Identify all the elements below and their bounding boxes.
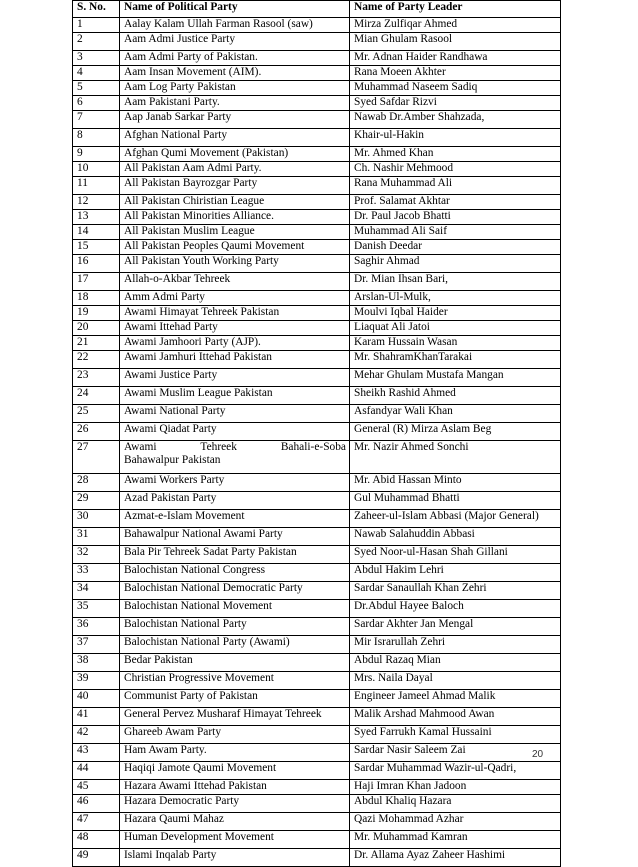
party-leader-cell: Khair-ul-Hakin bbox=[350, 129, 561, 147]
party-name-cell: Awami Qiadat Party bbox=[120, 423, 350, 441]
serial-number-cell: 35 bbox=[73, 600, 120, 618]
party-leader-cell: Abdul Khaliq Hazara bbox=[350, 795, 561, 813]
party-leader-cell: Rana Muhammad Ali bbox=[350, 177, 561, 195]
serial-number-cell: 14 bbox=[73, 225, 120, 240]
serial-number-cell: 12 bbox=[73, 195, 120, 210]
serial-number-cell: 21 bbox=[73, 336, 120, 351]
party-name-cell: All Pakistan Aam Admi Party. bbox=[120, 162, 350, 177]
serial-number-cell: 30 bbox=[73, 510, 120, 528]
party-name-cell: Haqiqi Jamote Qaumi Movement bbox=[120, 762, 350, 780]
serial-number-cell: 42 bbox=[73, 726, 120, 744]
table-row bbox=[73, 849, 561, 867]
serial-number-cell: 43 bbox=[73, 744, 120, 762]
table-row bbox=[73, 831, 561, 849]
serial-number-cell: 28 bbox=[73, 474, 120, 492]
party-name-cell: Hazara Democratic Party bbox=[120, 795, 350, 813]
party-leader-cell: Mehar Ghulam Mustafa Mangan bbox=[350, 369, 561, 387]
serial-number-cell: 15 bbox=[73, 240, 120, 255]
table-row bbox=[73, 582, 561, 600]
party-name-word: Awami bbox=[124, 441, 157, 453]
party-name-cell: Azmat-e-Islam Movement bbox=[120, 510, 350, 528]
serial-number-cell: 29 bbox=[73, 492, 120, 510]
party-leader-cell: Mr. Adnan Haider Randhawa bbox=[350, 51, 561, 66]
serial-number-cell: 36 bbox=[73, 618, 120, 636]
party-name-cell bbox=[120, 441, 350, 474]
party-name-cell: Aam Log Party Pakistan bbox=[120, 81, 350, 96]
table-row bbox=[73, 441, 561, 474]
party-leader-cell: Prof. Salamat Akhtar bbox=[350, 195, 561, 210]
party-leader-cell: Muhammad Naseem Sadiq bbox=[350, 81, 561, 96]
table-row bbox=[73, 762, 561, 780]
table-row bbox=[73, 618, 561, 636]
table-row bbox=[73, 492, 561, 510]
party-leader-cell: Arslan-Ul-Mulk, bbox=[350, 291, 561, 306]
serial-number-cell: 11 bbox=[73, 177, 120, 195]
header-party-leader: Name of Party Leader bbox=[350, 1, 561, 18]
table-body bbox=[73, 18, 561, 867]
serial-number-cell: 18 bbox=[73, 291, 120, 306]
party-name-cell: Hazara Awami Ittehad Pakistan bbox=[120, 780, 350, 795]
party-leader-cell: Malik Arshad Mahmood Awan bbox=[350, 708, 561, 726]
party-leader-cell: Syed Farrukh Kamal Hussaini bbox=[350, 726, 561, 744]
serial-number-cell: 34 bbox=[73, 582, 120, 600]
serial-number-cell: 16 bbox=[73, 255, 120, 273]
party-name-cell: Aam Admi Justice Party bbox=[120, 33, 350, 51]
table-row bbox=[73, 795, 561, 813]
table-row bbox=[73, 96, 561, 111]
party-leader-cell: Sardar Akhter Jan Mengal bbox=[350, 618, 561, 636]
table-row bbox=[73, 654, 561, 672]
party-leader-cell: Sheikh Rashid Ahmed bbox=[350, 387, 561, 405]
serial-number-cell: 31 bbox=[73, 528, 120, 546]
table-row bbox=[73, 600, 561, 618]
party-name-cell: Balochistan National Party bbox=[120, 618, 350, 636]
table-row bbox=[73, 564, 561, 582]
political-parties-table bbox=[72, 0, 561, 867]
table-row bbox=[73, 369, 561, 387]
party-name-cell: Hazara Qaumi Mahaz bbox=[120, 813, 350, 831]
party-leader-cell: Asfandyar Wali Khan bbox=[350, 405, 561, 423]
party-name-cell: Allah-o-Akbar Tehreek bbox=[120, 273, 350, 291]
party-name-cell: Balochistan National Party (Awami) bbox=[120, 636, 350, 654]
party-name-cell: Islami Inqalab Party bbox=[120, 849, 350, 867]
table-row bbox=[73, 162, 561, 177]
party-leader-cell: General (R) Mirza Aslam Beg bbox=[350, 423, 561, 441]
table-row bbox=[73, 195, 561, 210]
table-row bbox=[73, 18, 561, 33]
table-row bbox=[73, 780, 561, 795]
table-row bbox=[73, 111, 561, 129]
party-name-cell: All Pakistan Youth Working Party bbox=[120, 255, 350, 273]
serial-number-cell: 1 bbox=[73, 18, 120, 33]
party-name-cell: Aam Insan Movement (AIM). bbox=[120, 66, 350, 81]
party-leader-cell: Liaquat Ali Jatoi bbox=[350, 321, 561, 336]
serial-number-cell: 48 bbox=[73, 831, 120, 849]
party-name-cell: Bahawalpur National Awami Party bbox=[120, 528, 350, 546]
serial-number-cell: 26 bbox=[73, 423, 120, 441]
table-row bbox=[73, 147, 561, 162]
serial-number-cell: 13 bbox=[73, 210, 120, 225]
serial-number-cell: 17 bbox=[73, 273, 120, 291]
serial-number-cell: 9 bbox=[73, 147, 120, 162]
table-row bbox=[73, 291, 561, 306]
table-row bbox=[73, 129, 561, 147]
party-name-cell: All Pakistan Muslim League bbox=[120, 225, 350, 240]
party-name-cell: Aam Admi Party of Pakistan. bbox=[120, 51, 350, 66]
party-leader-cell: Mr. Abid Hassan Minto bbox=[350, 474, 561, 492]
party-leader-cell: Qazi Mohammad Azhar bbox=[350, 813, 561, 831]
table-header bbox=[73, 1, 561, 18]
party-leader-cell: Sardar Sanaullah Khan Zehri bbox=[350, 582, 561, 600]
party-name-cell: All Pakistan Chiristian League bbox=[120, 195, 350, 210]
table-row bbox=[73, 177, 561, 195]
table-row bbox=[73, 81, 561, 96]
table-row bbox=[73, 321, 561, 336]
party-leader-cell: Ch. Nashir Mehmood bbox=[350, 162, 561, 177]
party-leader-cell: Muhammad Ali Saif bbox=[350, 225, 561, 240]
party-name-word: Bahali-e-Soba bbox=[280, 441, 346, 453]
table-row bbox=[73, 66, 561, 81]
party-name-cell: Azad Pakistan Party bbox=[120, 492, 350, 510]
party-name-cell: Afghan Qumi Movement (Pakistan) bbox=[120, 147, 350, 162]
party-leader-cell: Moulvi Iqbal Haider bbox=[350, 306, 561, 321]
serial-number-cell: 7 bbox=[73, 111, 120, 129]
table-row bbox=[73, 225, 561, 240]
party-leader-cell: Syed Noor-ul-Hasan Shah Gillani bbox=[350, 546, 561, 564]
table-row bbox=[73, 690, 561, 708]
party-leader-cell: Dr. Allama Ayaz Zaheer Hashimi bbox=[350, 849, 561, 867]
serial-number-cell: 27 bbox=[73, 441, 120, 474]
party-leader-cell: Nawab Salahuddin Abbasi bbox=[350, 528, 561, 546]
serial-number-cell: 22 bbox=[73, 351, 120, 369]
party-leader-cell: Rana Moeen Akhter bbox=[350, 66, 561, 81]
table-row bbox=[73, 273, 561, 291]
party-name-cell: Awami Ittehad Party bbox=[120, 321, 350, 336]
table-row bbox=[73, 255, 561, 273]
party-name-cell: Balochistan National Congress bbox=[120, 564, 350, 582]
serial-number-cell: 47 bbox=[73, 813, 120, 831]
serial-number-cell: 10 bbox=[73, 162, 120, 177]
table-row bbox=[73, 351, 561, 369]
table-row bbox=[73, 708, 561, 726]
table-row bbox=[73, 474, 561, 492]
serial-number-cell: 3 bbox=[73, 51, 120, 66]
party-name-cell: Awami Justice Party bbox=[120, 369, 350, 387]
party-name-cell: Balochistan National Democratic Party bbox=[120, 582, 350, 600]
header-serial-number: S. No. bbox=[73, 1, 120, 18]
serial-number-cell: 20 bbox=[73, 321, 120, 336]
party-name-cell: All Pakistan Bayrozgar Party bbox=[120, 177, 350, 195]
party-name-cell: Aap Janab Sarkar Party bbox=[120, 111, 350, 129]
serial-number-cell: 33 bbox=[73, 564, 120, 582]
party-leader-cell: Mr. ShahramKhanTarakai bbox=[350, 351, 561, 369]
party-name-cell: Communist Party of Pakistan bbox=[120, 690, 350, 708]
party-leader-cell: Sardar Muhammad Wazir-ul-Qadri, bbox=[350, 762, 561, 780]
party-leader-cell: Abdul Razaq Mian bbox=[350, 654, 561, 672]
party-name-cell: Christian Progressive Movement bbox=[120, 672, 350, 690]
table-row bbox=[73, 423, 561, 441]
party-leader-cell: Mr. Muhammad Kamran bbox=[350, 831, 561, 849]
serial-number-cell: 19 bbox=[73, 306, 120, 321]
header-party-name: Name of Political Party bbox=[120, 1, 350, 18]
party-leader-cell: Engineer Jameel Ahmad Malik bbox=[350, 690, 561, 708]
serial-number-cell: 46 bbox=[73, 795, 120, 813]
party-leader-cell: Saghir Ahmad bbox=[350, 255, 561, 273]
party-name-cell: Awami Jamhuri Ittehad Pakistan bbox=[120, 351, 350, 369]
party-leader-cell: Danish Deedar bbox=[350, 240, 561, 255]
serial-number-cell: 8 bbox=[73, 129, 120, 147]
party-leader-cell: Mir Israrullah Zehri bbox=[350, 636, 561, 654]
party-name-cell: All Pakistan Minorities Alliance. bbox=[120, 210, 350, 225]
party-leader-cell: Sardar Nasir Saleem Zai bbox=[350, 744, 561, 762]
serial-number-cell: 6 bbox=[73, 96, 120, 111]
party-leader-cell: Abdul Hakim Lehri bbox=[350, 564, 561, 582]
party-name-cell: Awami Workers Party bbox=[120, 474, 350, 492]
party-leader-cell: Syed Safdar Rizvi bbox=[350, 96, 561, 111]
party-name-cell: Balochistan National Movement bbox=[120, 600, 350, 618]
party-name-line-2: Bahawalpur Pakistan bbox=[124, 454, 221, 466]
table-row bbox=[73, 726, 561, 744]
party-leader-cell: Karam Hussain Wasan bbox=[350, 336, 561, 351]
table-row bbox=[73, 33, 561, 51]
serial-number-cell: 32 bbox=[73, 546, 120, 564]
party-name-line-1 bbox=[124, 441, 346, 454]
party-name-cell: Awami Jamhoori Party (AJP). bbox=[120, 336, 350, 351]
party-leader-cell: Mian Ghulam Rasool bbox=[350, 33, 561, 51]
party-name-cell: Afghan National Party bbox=[120, 129, 350, 147]
party-name-cell: Bedar Pakistan bbox=[120, 654, 350, 672]
table-row bbox=[73, 744, 561, 762]
table-row bbox=[73, 672, 561, 690]
serial-number-cell: 44 bbox=[73, 762, 120, 780]
table-row bbox=[73, 813, 561, 831]
table-row bbox=[73, 51, 561, 66]
party-leader-cell: Dr. Mian Ihsan Bari, bbox=[350, 273, 561, 291]
party-name-cell: Aalay Kalam Ullah Farman Rasool (saw) bbox=[120, 18, 350, 33]
party-name-cell: Awami Muslim League Pakistan bbox=[120, 387, 350, 405]
party-leader-cell: Mrs. Naila Dayal bbox=[350, 672, 561, 690]
party-leader-cell: Nawab Dr.Amber Shahzada, bbox=[350, 111, 561, 129]
party-name-cell: Human Development Movement bbox=[120, 831, 350, 849]
table-row bbox=[73, 387, 561, 405]
serial-number-cell: 45 bbox=[73, 780, 120, 795]
table-row bbox=[73, 546, 561, 564]
table-row bbox=[73, 528, 561, 546]
serial-number-cell: 2 bbox=[73, 33, 120, 51]
party-leader-cell: Mr. Nazir Ahmed Sonchi bbox=[350, 441, 561, 474]
party-leader-cell: Mr. Ahmed Khan bbox=[350, 147, 561, 162]
header-row bbox=[73, 1, 561, 18]
party-name-cell: All Pakistan Peoples Qaumi Movement bbox=[120, 240, 350, 255]
party-name-cell: Ham Awam Party. bbox=[120, 744, 350, 762]
party-name-cell: Ghareeb Awam Party bbox=[120, 726, 350, 744]
table-row bbox=[73, 336, 561, 351]
table-row bbox=[73, 240, 561, 255]
table-row bbox=[73, 510, 561, 528]
serial-number-cell: 4 bbox=[73, 66, 120, 81]
serial-number-cell: 24 bbox=[73, 387, 120, 405]
table-row bbox=[73, 636, 561, 654]
party-leader-cell: Mirza Zulfiqar Ahmed bbox=[350, 18, 561, 33]
party-leader-cell: Haji Imran Khan Jadoon bbox=[350, 780, 561, 795]
serial-number-cell: 49 bbox=[73, 849, 120, 867]
party-name-cell: Amm Admi Party bbox=[120, 291, 350, 306]
serial-number-cell: 41 bbox=[73, 708, 120, 726]
serial-number-cell: 38 bbox=[73, 654, 120, 672]
serial-number-cell: 39 bbox=[73, 672, 120, 690]
serial-number-cell: 37 bbox=[73, 636, 120, 654]
party-leader-cell: Dr. Paul Jacob Bhatti bbox=[350, 210, 561, 225]
table-row bbox=[73, 306, 561, 321]
party-name-cell: Awami National Party bbox=[120, 405, 350, 423]
party-leader-cell: Gul Muhammad Bhatti bbox=[350, 492, 561, 510]
serial-number-cell: 23 bbox=[73, 369, 120, 387]
table-row bbox=[73, 210, 561, 225]
party-name-cell: Aam Pakistani Party. bbox=[120, 96, 350, 111]
party-name-cell: General Pervez Musharaf Himayat Tehreek bbox=[120, 708, 350, 726]
page-number: 20 bbox=[532, 749, 544, 760]
serial-number-cell: 5 bbox=[73, 81, 120, 96]
party-name-cell: Awami Himayat Tehreek Pakistan bbox=[120, 306, 350, 321]
party-leader-cell: Zaheer-ul-Islam Abbasi (Major General) bbox=[350, 510, 561, 528]
party-name-word: Tehreek bbox=[200, 441, 237, 453]
party-leader-cell: Dr.Abdul Hayee Baloch bbox=[350, 600, 561, 618]
table-row bbox=[73, 405, 561, 423]
serial-number-cell: 40 bbox=[73, 690, 120, 708]
party-name-cell: Bala Pir Tehreek Sadat Party Pakistan bbox=[120, 546, 350, 564]
serial-number-cell: 25 bbox=[73, 405, 120, 423]
